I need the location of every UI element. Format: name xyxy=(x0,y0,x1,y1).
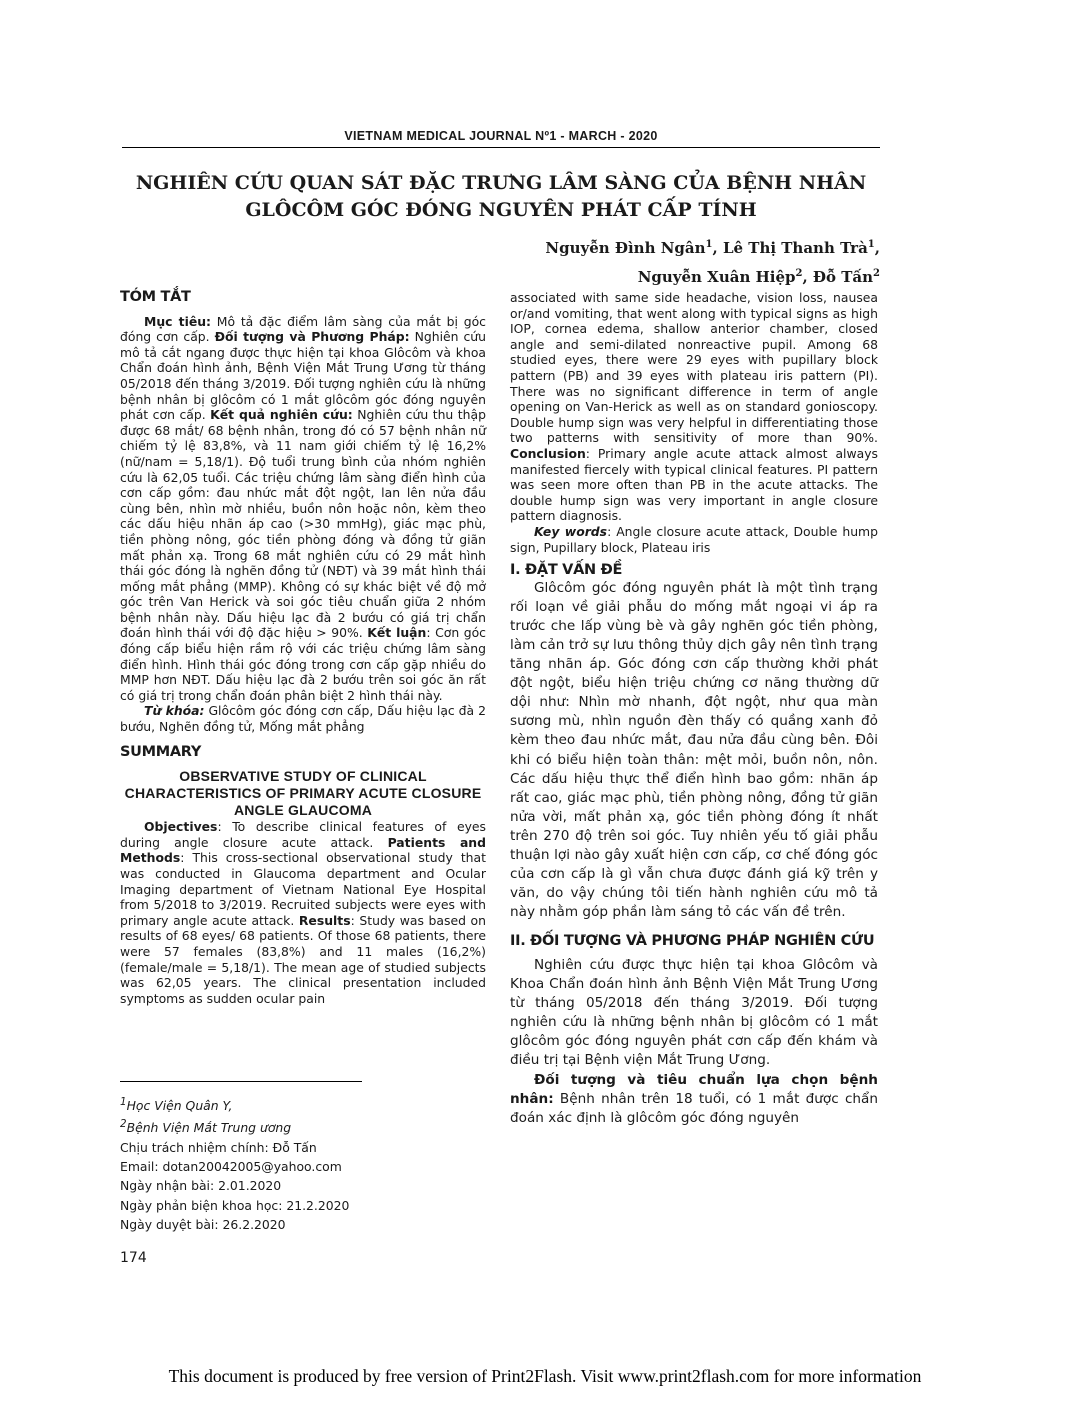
article-title xyxy=(122,170,880,224)
affiliation-1 xyxy=(120,1093,486,1115)
keywords-en xyxy=(510,524,878,555)
title-line-2: GLÔCÔM GÓC ĐÓNG NGUYÊN PHÁT CẤP TÍNH xyxy=(245,199,757,221)
english-title: OBSERVATIVE STUDY OF CLINICAL CHARACTERISTICS OF PRIMARY ACUTE CLOSURE ANGLE GLAUCOMA xyxy=(124,768,482,819)
abstract-en-paragraph xyxy=(120,819,486,1006)
affiliation-1-text: Học Viện Quân Y, xyxy=(126,1098,233,1114)
affiliation-2-text: Bệnh Viện Mắt Trung ương xyxy=(126,1120,292,1136)
affiliation-mark: 1 xyxy=(120,1096,127,1108)
author-name: Nguyễn Xuân Hiệp xyxy=(637,268,796,286)
author-list xyxy=(480,232,880,290)
summary-heading: SUMMARY xyxy=(120,743,202,760)
en-keywords-text: : Angle closure acute attack, Double hump sign, Pupillary block, Plateau iris xyxy=(510,523,878,555)
author-name: Đỗ Tấn xyxy=(812,268,874,286)
responsible-author: Chịu trách nhiệm chính: Đỗ Tấn xyxy=(120,1139,317,1155)
affiliation-mark: 1 xyxy=(705,239,713,250)
reviewed-date: Ngày phản biện khoa học: 21.2.2020 xyxy=(120,1197,350,1213)
right-column xyxy=(510,290,878,1128)
contact-email: Email: dotan20042005@yahoo.com xyxy=(120,1159,342,1175)
objectives-label: Objectives xyxy=(144,819,218,835)
objectives-text: : To describe clinical features of eyes during angle closure acute attack. xyxy=(120,819,486,850)
author-line-1: Nguyễn Đình Ngân$^1$, Lê Thị Thanh Trà$^1$, xyxy=(545,239,880,257)
en-keywords-label: Key words xyxy=(534,523,608,539)
section-2-text: Nghiên cứu được thực hiện tại khoa Glôcôm và Khoa Chẩn đoán hình ảnh Bệnh Viện Mắt Trung Ương từ tháng 05/2018 đến tháng 3/2019. Đối tượng nghiên cứu là những bệnh nhân bị glôcôm có 1 mắt glôcôm góc đóng nguyên phát cơn cấp đến khám và điều trị tại Bệnh viện Mắt Trung Ương. xyxy=(510,956,878,1069)
approved-date: Ngày duyệt bài: 26.2.2020 xyxy=(120,1217,286,1233)
section-2-heading: II. ĐỐI TƯỢNG VÀ PHƯƠNG PHÁP NGHIÊN CỨU xyxy=(510,933,875,950)
affiliation-mark: 2 xyxy=(120,1118,127,1131)
section-2-subsection xyxy=(510,1071,878,1128)
conclusion-text: : Cơn góc đóng cấp biểu hiện rầm rộ với các triệu chứng lâm sàng điển hình. Hình thái góc đóng trong cơn cấp gặp nhiều do MMP hơn NĐT. Dấu hiệu lạc đà 2 bướu trên soi góc ăn rất có giá trị trong chẩn đoán phân biệt 2 hình thái này. xyxy=(120,625,486,703)
keywords-label: Từ khóa: xyxy=(144,703,205,719)
author-line-2: Nguyễn Xuân Hiệp$^2$, Đỗ Tấn$^2$ xyxy=(637,268,880,286)
en-results-text: : Study was based on results of 68 eyes/ 68 patients. Of those 68 patients, there were 57 females (83,8%) and 11 males (16,2%) (female/male = 5,18/1). The mean age of studied subjects was 62,05 years. The clinical presentation included symptoms as sudden ocular pain xyxy=(120,912,486,1006)
subsection-text: Bệnh nhân trên 18 tuổi, có 1 mắt được chẩn đoán xác định là glôcôm góc đóng nguyên xyxy=(510,1090,878,1126)
en-results-continued: associated with same side headache, vision loss, nausea or/and vomiting, that went along with typical signs as high IOP, cornea edema, shallow anterior chamber, closed angle and semi-dilated nonreactive pupil. Among 68 studied eyes, there were 29 eyes with pupillary block pattern (PB) and 39 eyes with plateau iris pattern (PI). There was no significant difference in term of angle opening on Van-Herick as well as on standard gonioscopy. Double hump sign was very helpful in differentiating those two patterns with sensitivity of more than 90%. xyxy=(510,290,878,446)
en-results-label: Results xyxy=(298,912,351,928)
section-1-text: Glôcôm góc đóng nguyên phát là một tình trạng rối loạn về giải phẫu do mống mắt ngoại vi áp ra trước che lấp vùng bè và gây nghẽn góc tiền phòng, làm cản trở sự lưu thông thủy dịch gây nên tình trạng tăng nhãn áp. Góc đóng cơn cấp thường khởi phát đột ngột, biểu hiện triệu chứng cơ năng thường dữ dội như: Nhìn mờ nhanh, đột ngột, như qua màn sương mù, nhìn nguồn đèn thấy có quầng xanh đỏ kèm theo đau nhức mắt, đau nửa đầu cùng bên. Đôi khi có biểu hiện toàn thân: mệt mỏi, buồn nôn, nôn. Các dấu hiệu thực thể điển hình bao gồm: nhãn áp rất cao, giác mạc phù, tiền phòng nông, đồng tử giãn nửa vời, mất phản xạ, góc tiền phòng đóng ít nhất trên 270 độ trên soi góc. Tuy nhiên yếu tố giải phẫu thuận lợi nào gây xuất hiện cơn cấp, cơ chế đóng góc của cơn cấp là gì vẫn chưa được đánh giá kỹ trên y văn, do vậy chúng tôi tiến hành nghiên cứu mô tả này nhằm góp phần làm sáng tỏ các vấn đề trên. xyxy=(510,579,878,921)
abstract-vi-paragraph xyxy=(120,314,486,704)
affiliation-mark: 2 xyxy=(795,268,803,279)
keywords-vi xyxy=(120,703,486,734)
en-conclusion-label: Conclusion xyxy=(510,445,586,461)
affiliation-2 xyxy=(120,1115,486,1137)
affiliation-mark: 1 xyxy=(867,239,875,250)
journal-header: VIETNAM MEDICAL JOURNAL Nº1 - MARCH - 2020 xyxy=(344,129,658,143)
print2flash-notice: This document is produced by free version of Print2Flash. Visit www.print2flash.com for more information xyxy=(168,1366,922,1386)
footnotes xyxy=(120,1093,486,1234)
footnote-rule xyxy=(120,1081,362,1082)
methods-label: Đối tượng và Phương Pháp: xyxy=(214,329,410,345)
en-conclusion-text: : Primary angle acute attack almost always manifested fiercely with typical clinical features. PI pattern was seen more often than PB in the acute attacks. The double hump sign was very important in angle closure pattern diagnosis. xyxy=(510,445,878,524)
section-1-heading: I. ĐẶT VẤN ĐỀ xyxy=(510,562,623,579)
results-label: Kết quả nghiên cứu: xyxy=(210,407,353,423)
author-name: Nguyễn Đình Ngân xyxy=(545,239,706,257)
affiliation-mark: 2 xyxy=(873,268,880,279)
title-line-1: NGHIÊN CỨU QUAN SÁT ĐẶC TRƯNG LÂM SÀNG CỦA BỆNH NHÂN xyxy=(135,172,867,194)
conclusion-label: Kết luận xyxy=(367,625,427,641)
results-text: Nghiên cứu thu thập được 68 mắt/ 68 bệnh nhân, trong đó có 57 bệnh nhân nữ chiếm tỷ lệ 83,8%, và 11 nam giới chiếm tỷ lệ 16,2% (nữ/nam = 5,18/1). Độ tuổi trung bình của nhóm nghiên cứu là 62,05 tuổi. Các triệu chứng lâm sàng điển hình của cơn cấp gồm: đau nhức mắt đột ngột, lan lên nửa đầu cùng bên, nhìn mờ nhiều, buồn nôn hoặc nôn, kèm theo các dấu hiệu nhãn áp cao (>30 mmHg), giác mạc phù, tiền phòng nông, góc tiền phòng đóng và đồng tử giãn mất phản xạ. Trong 68 mắt nghiên cứu có 29 mắt hình thái góc đóng là nghẽn đồng tử (NĐT) và 39 mắt hình thái mống mắt phẳng (MMP). Không có sự khác biệt về độ mở góc trên Van Herick và soi góc tiêu chuẩn giữa 2 nhóm bệnh nhân này. Dấu hiệu lạc đà 2 bướu có giá trị chẩn đoán hình thái với độ đặc hiệu > 90%. xyxy=(120,407,486,641)
en-methods-label: Patients and Methods xyxy=(120,834,487,866)
keywords-text: Glôcôm góc đóng cơn cấp, Dấu hiệu lạc đà 2 bướu, Nghẽn đồng tử, Mống mắt phẳng xyxy=(120,703,486,735)
left-column xyxy=(120,290,486,1006)
page-number: 174 xyxy=(120,1250,147,1266)
header-rule xyxy=(122,147,880,148)
author-name: Lê Thị Thanh Trà xyxy=(722,239,868,257)
methods-text: Nghiên cứu mô tả cắt ngang được thực hiện tại khoa Glôcôm và khoa Chẩn đoán hình ảnh, Bệnh Viện Mắt Trung Ương từ tháng 05/2018 đến tháng 3/2019. Đối tượng nghiên cứu là những bệnh nhân bị glôcôm có 1 mắt glôcôm góc đóng nguyên phát cơn cấp. xyxy=(120,329,486,423)
received-date: Ngày nhận bài: 2.01.2020 xyxy=(120,1178,282,1194)
abstract-heading: TÓM TẮT xyxy=(120,289,191,305)
abstract-en-continued xyxy=(510,290,878,524)
objective-text: Mô tả đặc điểm lâm sàng của mắt bị góc đóng cơn cấp. xyxy=(120,313,486,345)
objective-label: Mục tiêu: xyxy=(144,313,211,329)
en-methods-text: : This cross-sectional observational study that was conducted in Glaucoma department and Ocular Imaging department of Vietnam National Eye Hospital from 5/2018 to 3/2019. Recruited subjects were eyes with primary angle acute attack. xyxy=(120,850,486,928)
subsection-label: Đối tượng và tiêu chuẩn lựa chọn bệnh nhân: xyxy=(510,1071,878,1107)
